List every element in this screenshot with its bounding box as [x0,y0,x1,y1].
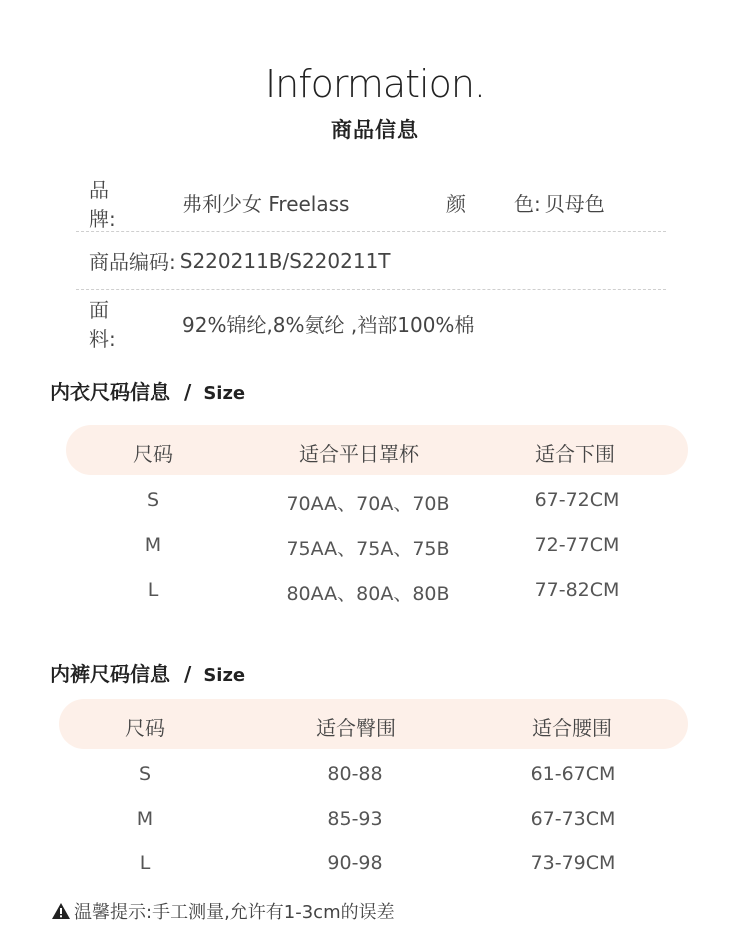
color-label-a: 颜 [446,192,466,216]
title-cn: 商品信息 [331,118,419,142]
bra-row-m-cup: 75AA、75A、75B [286,538,450,560]
header-cell: 适合下围 [535,442,615,466]
header-cell: 尺码 [133,442,173,466]
material-value: 92%锦纶,8%氨纶 ,裆部100%棉 [182,312,475,337]
title-en: Information. [264,62,486,106]
code-value: S220211B/S220211T [179,248,391,273]
panty-row-m-hip: 85-93 [327,808,383,830]
bra-row-l-cup: 80AA、80A、80B [286,583,450,605]
bra-row-s-under: 67-72CM [534,489,620,511]
header-cell: 适合腰围 [532,716,612,740]
panty-row-l-size: L [139,852,151,874]
panty-row-s-size: S [138,763,152,785]
measurement-note [52,898,395,924]
panty-row-l-waist: 73-79CM [530,852,616,874]
brand-value: 弗利少女 Freelass [182,192,350,216]
code-label: 商品编码: [89,250,176,274]
bra-table-header [66,425,688,475]
info-row-material [76,294,666,352]
panty-section-title: 内裤尺码信息 / Size [50,662,246,686]
panty-row-l-hip: 90-98 [327,852,383,874]
bra-row-s-size: S [146,489,160,511]
note-text: 温馨提示:手工测量,允许有1-3cm的误差 [74,902,395,923]
info-row-brand-color [76,174,666,232]
color-value: 贝母色 [544,192,605,216]
panty-row-m-size: M [136,808,154,830]
panty-row-m-waist: 67-73CM [530,808,616,830]
bra-row-m-size: M [144,534,162,556]
brand-label: 品牌: [89,177,116,231]
panty-row-s-hip: 80-88 [327,763,383,785]
header-cell: 适合臀围 [316,716,396,740]
panty-row-s-waist: 61-67CM [530,763,616,785]
header-cell: 尺码 [125,716,165,740]
bra-row-l-under: 77-82CM [534,579,620,601]
warning-triangle-icon [52,903,70,919]
color-label-b: 色: [514,192,541,216]
bra-row-l-size: L [147,579,159,601]
info-row-code [76,232,666,290]
bra-section-title: 内衣尺码信息 / Size [50,380,246,404]
color-field [446,188,605,217]
panty-table-header [59,699,688,749]
brand-field [76,174,349,232]
header-cell: 适合平日罩杯 [299,442,419,466]
bra-row-s-cup: 70AA、70A、70B [286,493,450,515]
bra-row-m-under: 72-77CM [534,534,620,556]
material-label: 面料: [89,298,116,351]
